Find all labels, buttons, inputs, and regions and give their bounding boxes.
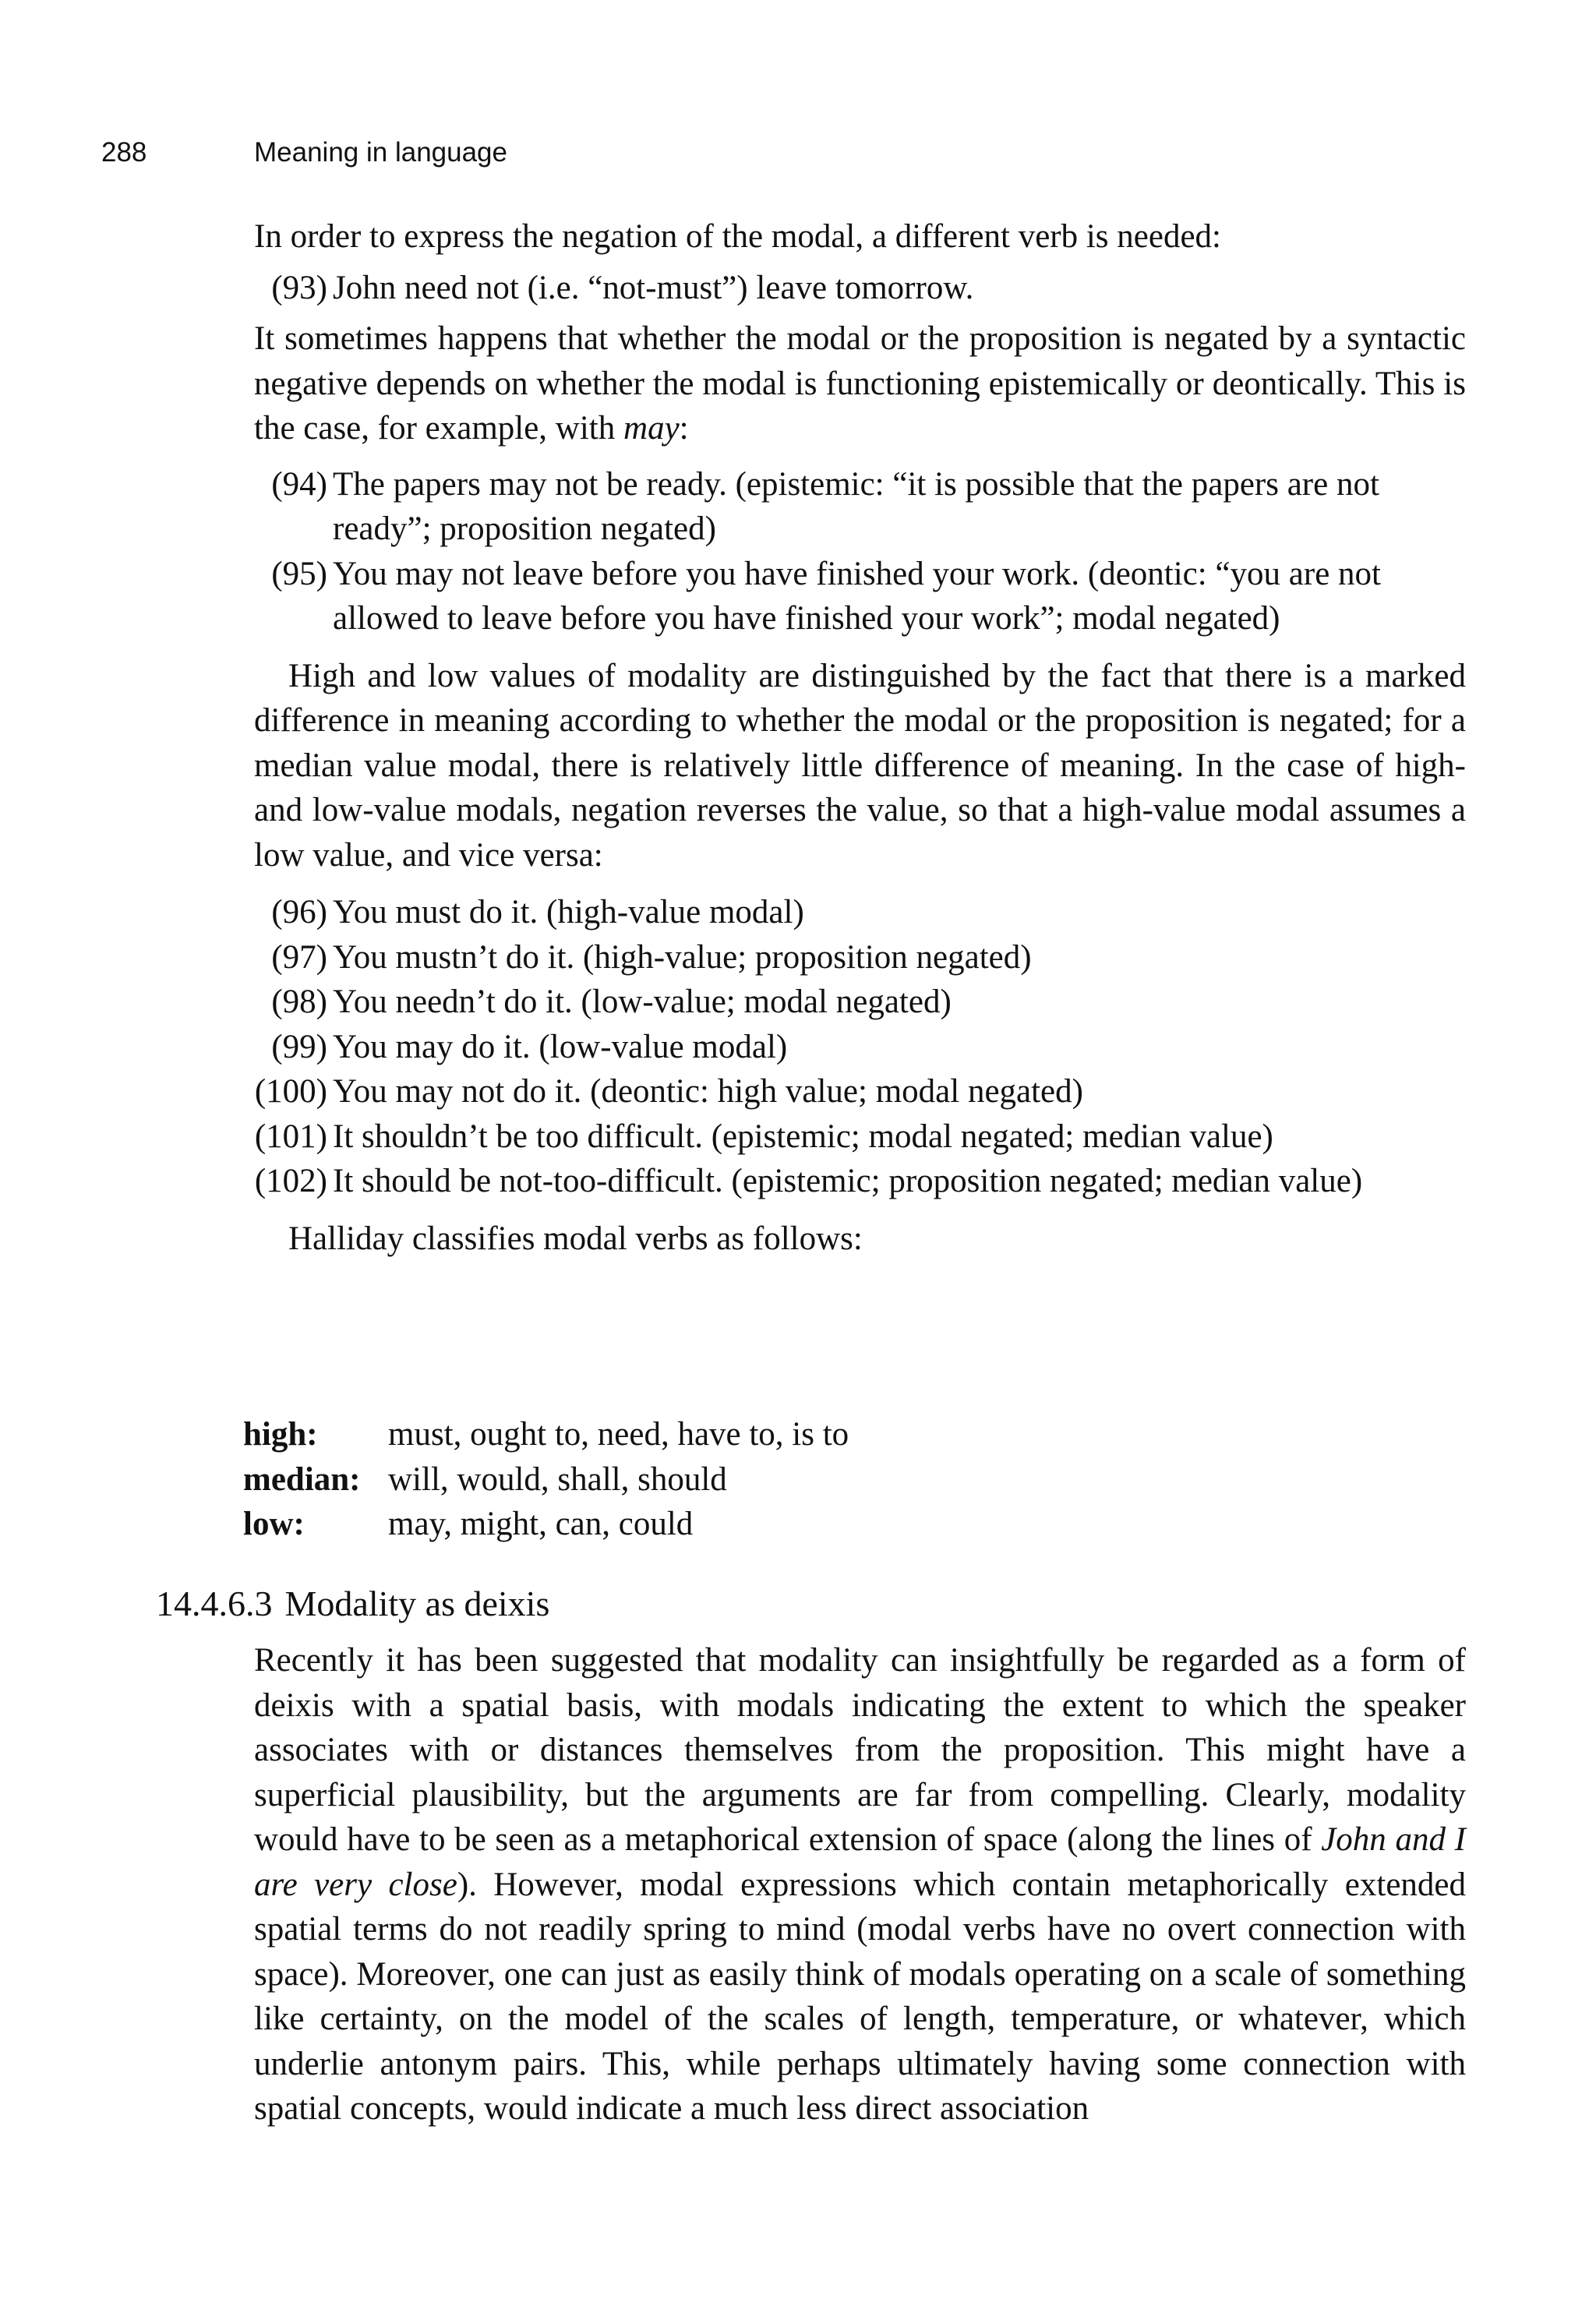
- example-text: You may do it. (low-value modal): [333, 1028, 788, 1065]
- classification-value: may, might, can, could: [388, 1506, 694, 1542]
- classification-value: must, ought to, need, have to, is to: [388, 1416, 849, 1453]
- example-list-96-102: [254, 890, 1466, 1204]
- emphasis-term: may: [623, 410, 680, 447]
- page-number: 288: [101, 137, 147, 168]
- paragraph-negation-intro: In order to express the negation of the modal, a different verb is needed:: [254, 218, 1221, 255]
- paragraph-epistemic-deontic: [254, 316, 1466, 451]
- example-number: (98): [271, 984, 327, 1020]
- paragraph-text: It sometimes happens that whether the modal or the proposition is negated by a syntactic negative depends on whether the modal is functioning epistemically or deontically. This is the case, for example, with: [254, 320, 1466, 447]
- example-number: (96): [271, 894, 327, 931]
- example-item: [254, 462, 1466, 552]
- example-number: (94): [271, 465, 327, 503]
- example-item: [254, 980, 1466, 1025]
- example-item: [254, 552, 1466, 641]
- example-number: (93): [271, 269, 327, 306]
- example-list-93: [254, 266, 1466, 311]
- text-block-1: [254, 214, 1466, 1261]
- example-number: (102): [254, 1163, 327, 1199]
- running-head: [101, 131, 507, 175]
- example-number: (97): [271, 938, 327, 976]
- example-text: It shouldn’t be too difficult. (epistemic; modal negated; median value): [333, 1118, 1273, 1155]
- example-item: [254, 1025, 1466, 1070]
- example-number: (101): [254, 1118, 327, 1155]
- classification-value: will, would, shall, should: [388, 1460, 727, 1498]
- section-number: 14.4.6.3: [156, 1584, 273, 1623]
- example-item: [254, 935, 1466, 980]
- classification-key: low:: [243, 1506, 305, 1542]
- example-item: [254, 1159, 1466, 1204]
- paragraph-high-low-values: High and low values of modality are distinguished by the fact that there is a marked difference in meaning according to whether the modal or the proposition is negated; for a median value modal, there is relatively little difference of meaning. In the case of high- and low-value modals, negation reverses the value, so that a high-value modal assumes a low value, and vice versa:: [254, 657, 1466, 874]
- classification-key: high:: [243, 1416, 318, 1453]
- section-title: Modality as deixis: [284, 1584, 550, 1623]
- example-text: John need not (i.e. “not-must”) leave tomorrow.: [333, 269, 974, 306]
- text-block-2: [254, 1638, 1466, 2131]
- example-number: (95): [271, 555, 327, 592]
- example-item: [254, 1069, 1466, 1114]
- example-item: [254, 890, 1466, 935]
- example-list-94-95: [254, 462, 1466, 641]
- paragraph-text-continued: ). However, modal expressions which contain metaphorically extended spatial terms do not readily spring to mind (modal verbs have no overt connection with space). Moreover, one can just as easily think of modals operating on a scale of something like certainty, on the model of the scales of length, temperature, or whatever, which underlie antonym pairs. This, while perhaps ultimately having some connection with spatial concepts, would indicate a much less direct association: [254, 1866, 1466, 2127]
- paragraph-halliday: Halliday classifies modal verbs as follows:: [288, 1220, 863, 1257]
- running-head-title: Meaning in language: [254, 137, 507, 168]
- example-text: You may not leave before you have finished your work. (deontic: “you are not allowed to leave before you have finished your work”; modal negated): [333, 555, 1381, 637]
- classification-key: median:: [243, 1460, 361, 1498]
- example-text: You needn’t do it. (low-value; modal negated): [333, 984, 952, 1020]
- example-number: (99): [271, 1028, 327, 1065]
- paragraph-deixis: [254, 1638, 1466, 2131]
- example-text: You must do it. (high-value modal): [333, 894, 804, 931]
- example-text: It should be not-too-difficult. (epistemic; proposition negated; median value): [333, 1163, 1363, 1199]
- emphasis-example: John and I are very close: [254, 1821, 1466, 1903]
- example-item: [254, 1114, 1466, 1160]
- example-text: You may not do it. (deontic: high value; modal negated): [333, 1073, 1083, 1110]
- example-item: [254, 266, 1466, 311]
- section-heading: [156, 1580, 549, 1627]
- example-text: You mustn’t do it. (high-value; proposition negated): [333, 938, 1032, 976]
- example-number: (100): [254, 1073, 327, 1110]
- paragraph-text: Recently it has been suggested that modality can insightfully be regarded as a form of deixis with a spatial basis, with modals indicating the extent to which the speaker associates with or distances themselves from the proposition. This might have a superficial plausibility, but the arguments are far from compelling. Clearly, modality would have to be seen as a metaphorical extension of space (along the lines of: [254, 1642, 1466, 1858]
- paragraph-tail: :: [679, 410, 689, 447]
- example-text: The papers may not be ready. (epistemic: “it is possible that the papers are not ready”; proposition negated): [333, 465, 1379, 547]
